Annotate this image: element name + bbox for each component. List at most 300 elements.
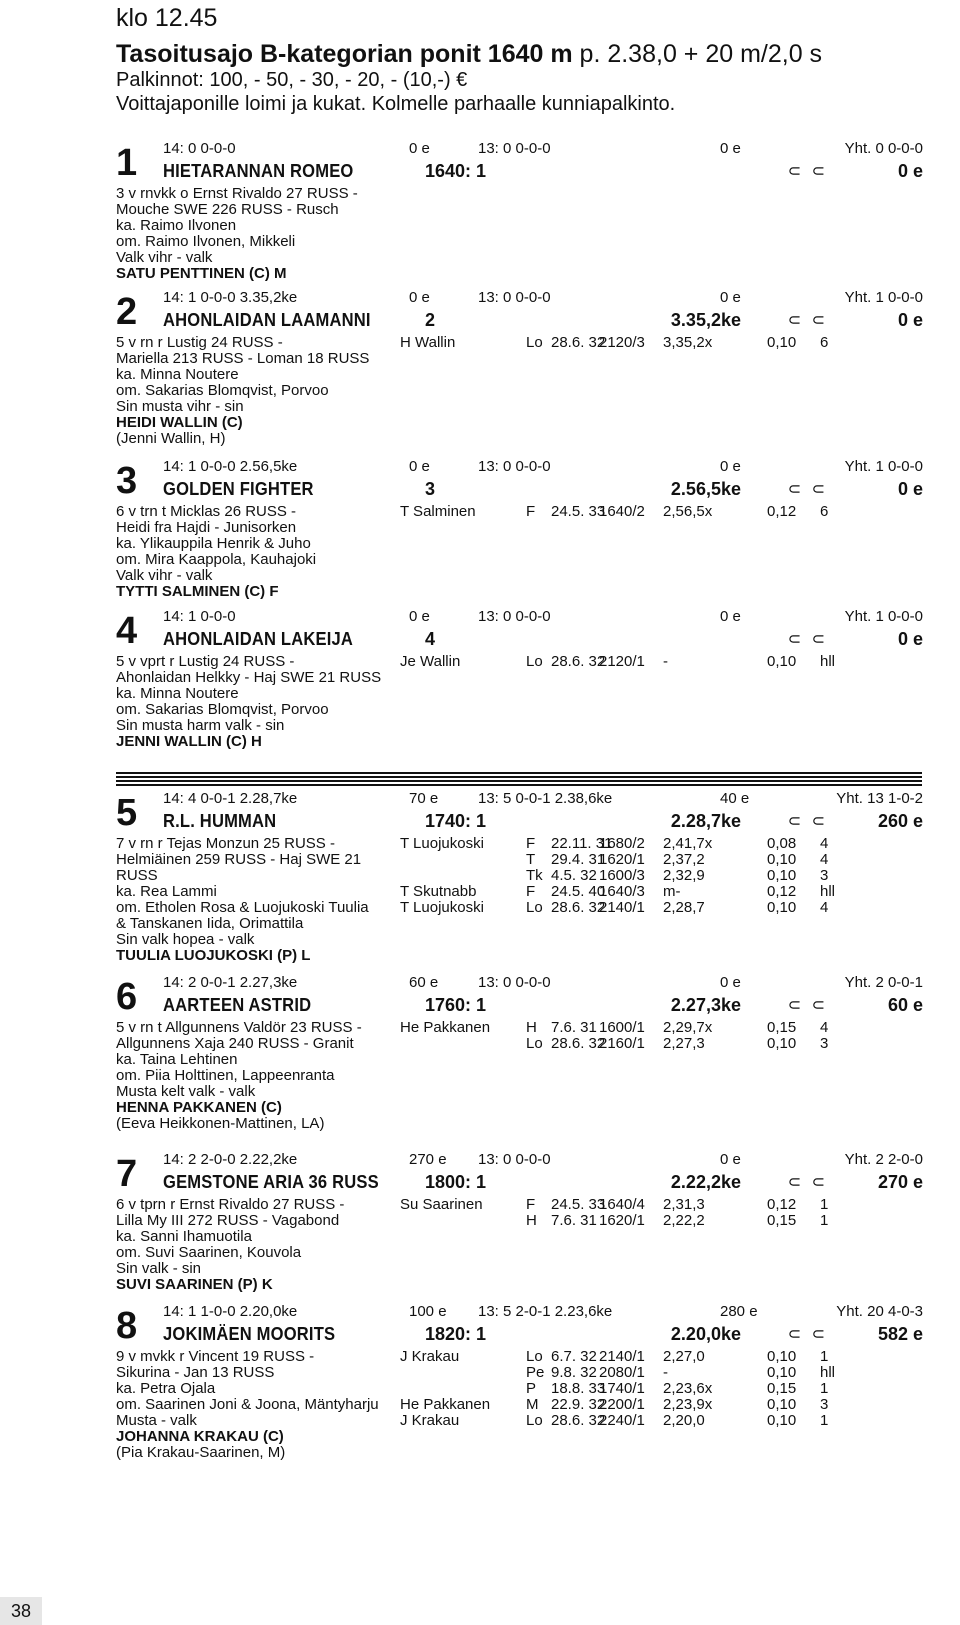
start-track: Lo <box>526 653 543 670</box>
horse-info <box>116 1197 406 1293</box>
start-row <box>400 1413 940 1429</box>
post-position: 1820: 1 <box>425 1324 487 1344</box>
driver-name: HENNA PAKKANEN (C) <box>116 1099 282 1116</box>
horse-name: GEMSTONE ARIA 36 RUSS <box>163 1172 379 1192</box>
info-line: Sin musta vihr - sin <box>116 398 244 415</box>
driver-name: HEIDI WALLIN (C) <box>116 414 243 431</box>
start-distance: 1680/2 <box>599 835 645 852</box>
start-date: 28.6. 32 <box>551 1035 606 1052</box>
start-time: 2,56,5x <box>663 503 713 520</box>
start-track: Lo <box>526 1035 543 1052</box>
start-row <box>400 1397 940 1413</box>
start-placing: 1 <box>820 1348 829 1365</box>
start-time: - <box>663 653 668 670</box>
entry-headline <box>163 628 923 650</box>
best-record: 3.35,2ke <box>670 310 741 330</box>
entry-stats <box>163 289 923 307</box>
start-date: 9.8. 32 <box>551 1364 597 1381</box>
info-line: ka. Minna Noutere <box>116 366 239 383</box>
horse-name: JOKIMÄEN MOORITS <box>163 1324 336 1344</box>
info-line: Helmiäinen 259 RUSS - Haj SWE 21 <box>116 851 362 868</box>
start-time: 2,29,7x <box>663 1019 713 1036</box>
start-driver: He Pakkanen <box>400 1396 491 1413</box>
start-time: 2,20,0 <box>663 1412 705 1429</box>
stats-total: Yht. 1 0-0-0 <box>844 289 923 306</box>
start-track: F <box>526 835 536 852</box>
entry-stats <box>163 1151 923 1169</box>
start-number: 6 <box>116 976 138 1018</box>
start-placing: 6 <box>820 503 829 520</box>
start-placing: hll <box>820 653 836 670</box>
start-distance: 2140/1 <box>599 899 645 916</box>
start-row <box>400 836 940 852</box>
start-driver: T Luojukoski <box>400 899 484 916</box>
start-date: 22.11. 31 <box>551 835 613 852</box>
driver-name: JENNI WALLIN (C) H <box>116 733 262 750</box>
start-row <box>400 654 940 670</box>
best-record: 2.20,0ke <box>670 1324 741 1344</box>
info-line: 5 v rn t Allgunnens Valdör 23 RUSS - <box>116 1019 362 1036</box>
info-line: om. Suvi Saarinen, Kouvola <box>116 1244 302 1261</box>
info-line: Allgunnens Xaja 240 RUSS - Granit <box>116 1035 354 1052</box>
start-odds: 0,10 <box>767 1396 797 1413</box>
start-placing: 1 <box>820 1380 829 1397</box>
info-line: om. Saarinen Joni & Joona, Mäntyharju <box>116 1396 379 1413</box>
post-position: 2 <box>425 310 436 330</box>
horse-name: AHONLAIDAN LAKEIJA <box>163 629 354 649</box>
info-line: Musta kelt valk - valk <box>116 1083 256 1100</box>
info-line: Ahonlaidan Helkky - Haj SWE 21 RUSS <box>116 669 382 686</box>
info-line: 7 v rn r Tejas Monzun 25 RUSS - <box>116 835 335 852</box>
driver-name: JOHANNA KRAKAU (C) <box>116 1428 284 1445</box>
stats-2014: 14: 1 0-0-0 <box>163 608 236 625</box>
horse-info <box>116 504 406 600</box>
total-money: 0 e <box>897 479 923 499</box>
start-track: Lo <box>526 899 543 916</box>
start-placing: 1 <box>820 1212 829 1229</box>
start-row <box>400 884 940 900</box>
start-number: 1 <box>116 142 138 184</box>
start-date: 24.5. 33 <box>551 1196 606 1213</box>
previous-starts <box>400 1020 940 1052</box>
start-track: H <box>526 1212 537 1229</box>
horse-info <box>116 1020 406 1132</box>
entry-headline <box>163 160 923 182</box>
race-title-conditions: p. 2.38,0 + 20 m/2,0 s <box>572 40 823 68</box>
start-odds: 0,15 <box>767 1019 797 1036</box>
money-2013: 0 e <box>720 140 741 157</box>
start-distance: 1740/1 <box>599 1380 645 1397</box>
money-2014: 270 e <box>409 1151 447 1168</box>
start-distance: 1620/1 <box>599 1212 645 1229</box>
start-row <box>400 1197 940 1213</box>
start-track: H <box>526 1019 537 1036</box>
start-row <box>400 1365 940 1381</box>
money-2014: 0 e <box>409 289 430 306</box>
start-time: 2,37,2 <box>663 851 705 868</box>
stats-total: Yht. 13 1-0-2 <box>836 790 923 807</box>
stats-total: Yht. 2 0-0-1 <box>844 974 923 991</box>
start-time: 2,27,0 <box>663 1348 705 1365</box>
start-date: 24.5. 33 <box>551 503 606 520</box>
previous-starts <box>400 1349 940 1429</box>
stats-2013: 13: 0 0-0-0 <box>478 608 551 625</box>
money-2013: 0 e <box>720 289 741 306</box>
start-driver: Su Saarinen <box>400 1196 483 1213</box>
money-2013: 0 e <box>720 974 741 991</box>
money-2013: 0 e <box>720 1151 741 1168</box>
post-position: 1760: 1 <box>425 995 487 1015</box>
start-driver: Je Wallin <box>400 653 461 670</box>
best-record: 2.27,3ke <box>670 995 741 1015</box>
start-placing: 1 <box>820 1196 829 1213</box>
stats-2013: 13: 0 0-0-0 <box>478 289 551 306</box>
start-track: Lo <box>526 1412 543 1429</box>
post-position: 1740: 1 <box>425 811 487 831</box>
stats-2014: 14: 4 0-0-1 2.28,7ke <box>163 790 298 807</box>
info-line: ka. Taina Lehtinen <box>116 1051 238 1068</box>
previous-starts <box>400 504 940 520</box>
start-track: F <box>526 883 536 900</box>
entry-stats <box>163 1303 923 1321</box>
start-odds: 0,10 <box>767 851 797 868</box>
start-distance: 1620/1 <box>599 851 645 868</box>
start-odds: 0,10 <box>767 1412 797 1429</box>
start-placing: 4 <box>820 899 829 916</box>
start-track: Lo <box>526 334 543 351</box>
start-date: 18.8. 33 <box>551 1380 606 1397</box>
start-distance: 2140/1 <box>599 1348 645 1365</box>
start-odds: 0,10 <box>767 653 797 670</box>
start-distance: 1640/3 <box>599 883 645 900</box>
start-date: 7.6. 31 <box>551 1212 597 1229</box>
start-number: 5 <box>116 792 138 834</box>
money-2014: 60 e <box>409 974 439 991</box>
previous-starts <box>400 654 940 670</box>
shoes-icon: ⊂ ⊂ <box>787 631 828 648</box>
start-row <box>400 900 940 916</box>
start-odds: 0,10 <box>767 1348 797 1365</box>
info-line: Mariella 213 RUSS - Loman 18 RUSS <box>116 350 370 367</box>
money-2014: 0 e <box>409 140 430 157</box>
money-2014: 0 e <box>409 608 430 625</box>
stats-2013: 13: 0 0-0-0 <box>478 140 551 157</box>
start-distance: 2080/1 <box>599 1364 645 1381</box>
race-title <box>116 40 822 68</box>
start-odds: 0,10 <box>767 1035 797 1052</box>
start-time: 2,32,9 <box>663 867 705 884</box>
start-track: P <box>526 1380 537 1397</box>
money-2014: 0 e <box>409 458 430 475</box>
stats-2014: 14: 1 0-0-0 3.35,2ke <box>163 289 298 306</box>
horse-name: HIETARANNAN ROMEO <box>163 161 354 181</box>
total-money: 0 e <box>897 629 923 649</box>
entry-headline <box>163 309 923 331</box>
info-line: om. Sakarias Blomqvist, Porvoo <box>116 382 329 399</box>
start-driver: T Skutnabb <box>400 883 477 900</box>
start-odds: 0,12 <box>767 883 797 900</box>
start-track: F <box>526 503 536 520</box>
info-line: Sin valk hopea - valk <box>116 931 255 948</box>
entry-headline <box>163 478 923 500</box>
stats-2013: 13: 5 0-0-1 2.38,6ke <box>478 790 613 807</box>
info-line: Sikurina - Jan 13 RUSS <box>116 1364 275 1381</box>
shoes-icon: ⊂ ⊂ <box>787 813 828 830</box>
info-line: om. Raimo Ilvonen, Mikkeli <box>116 233 296 250</box>
total-money: 0 e <box>897 310 923 330</box>
info-line: Valk vihr - valk <box>116 249 213 266</box>
post-position: 4 <box>425 629 436 649</box>
race-title-main: Tasoitusajo B-kategorian ponit 1640 m <box>116 40 573 68</box>
start-time: 3,35,2x <box>663 334 713 351</box>
money-2014: 100 e <box>409 1303 447 1320</box>
total-money: 260 e <box>877 811 923 831</box>
driver-note: (Pia Krakau-Saarinen, M) <box>116 1444 286 1461</box>
start-odds: 0,10 <box>767 1364 797 1381</box>
horse-info <box>116 836 406 964</box>
shoes-icon: ⊂ ⊂ <box>787 997 828 1014</box>
start-distance: 2160/1 <box>599 1035 645 1052</box>
info-line: Mouche SWE 226 RUSS - Rusch <box>116 201 339 218</box>
info-line: 5 v rn r Lustig 24 RUSS - <box>116 334 283 351</box>
start-date: 6.7. 32 <box>551 1348 597 1365</box>
start-driver: J Krakau <box>400 1348 460 1365</box>
start-placing: 4 <box>820 1019 829 1036</box>
start-placing: 3 <box>820 867 829 884</box>
post-position: 3 <box>425 479 436 499</box>
start-distance: 2120/1 <box>599 653 645 670</box>
horse-info <box>116 335 406 447</box>
info-line: Sin valk - sin <box>116 1260 202 1277</box>
money-2013: 40 e <box>720 790 750 807</box>
shoes-icon: ⊂ ⊂ <box>787 1326 828 1343</box>
stats-2014: 14: 2 0-0-1 2.27,3ke <box>163 974 298 991</box>
info-line: 3 v rnvkk o Ernst Rivaldo 27 RUSS - <box>116 185 358 202</box>
driver-name: TYTTI SALMINEN (C) F <box>116 583 279 600</box>
start-date: 28.6. 32 <box>551 899 606 916</box>
horse-name: AARTEEN ASTRID <box>163 995 312 1015</box>
driver-name: SATU PENTTINEN (C) M <box>116 265 287 282</box>
shoes-icon: ⊂ ⊂ <box>787 312 828 329</box>
post-position: 1800: 1 <box>425 1172 487 1192</box>
race-prizes: Palkinnot: 100, - 50, - 30, - 20, - (10,-) € <box>116 69 468 91</box>
start-number: 8 <box>116 1305 138 1347</box>
start-row <box>400 1020 940 1036</box>
stats-total: Yht. 1 0-0-0 <box>844 608 923 625</box>
start-odds: 0,15 <box>767 1380 797 1397</box>
info-line: Sin musta harm valk - sin <box>116 717 285 734</box>
start-time: 2,27,3 <box>663 1035 705 1052</box>
best-record: 2.28,7ke <box>670 811 741 831</box>
start-track: Lo <box>526 1348 543 1365</box>
driver-note: (Eeva Heikkonen-Mattinen, LA) <box>116 1115 325 1132</box>
start-date: 7.6. 31 <box>551 1019 597 1036</box>
info-line: om. Mira Kaappola, Kauhajoki <box>116 551 317 568</box>
start-number: 4 <box>116 610 138 652</box>
best-record: 2.56,5ke <box>670 479 741 499</box>
start-date: 29.4. 31 <box>551 851 606 868</box>
start-driver: He Pakkanen <box>400 1019 491 1036</box>
race-time: klo 12.45 <box>116 4 218 32</box>
info-line: Heidi fra Hajdi - Junisorken <box>116 519 297 536</box>
total-money: 60 e <box>887 995 923 1015</box>
race-awards: Voittajaponille loimi ja kukat. Kolmelle parhaalle kunniapalkinto. <box>116 93 676 115</box>
start-distance: 1600/1 <box>599 1019 645 1036</box>
info-line: ka. Minna Noutere <box>116 685 239 702</box>
shoes-icon: ⊂ ⊂ <box>787 163 828 180</box>
start-track: F <box>526 1196 536 1213</box>
entry-stats <box>163 790 923 808</box>
previous-starts <box>400 1197 940 1229</box>
start-row <box>400 1036 940 1052</box>
driver-note: (Jenni Wallin, H) <box>116 430 226 447</box>
start-time: 2,23,9x <box>663 1396 713 1413</box>
start-distance: 2240/1 <box>599 1412 645 1429</box>
start-odds: 0,08 <box>767 835 797 852</box>
start-odds: 0,15 <box>767 1212 797 1229</box>
driver-name: TUULIA LUOJUKOSKI (P) L <box>116 947 311 964</box>
start-odds: 0,12 <box>767 1196 797 1213</box>
total-money: 270 e <box>877 1172 923 1192</box>
start-placing: 3 <box>820 1396 829 1413</box>
entry-headline <box>163 994 923 1016</box>
shoes-icon: ⊂ ⊂ <box>787 1174 828 1191</box>
info-line: 6 v trn t Micklas 26 RUSS - <box>116 503 297 520</box>
start-placing: 3 <box>820 1035 829 1052</box>
driver-name: SUVI SAARINEN (P) K <box>116 1276 273 1293</box>
stats-total: Yht. 20 4-0-3 <box>836 1303 923 1320</box>
stats-total: Yht. 2 2-0-0 <box>844 1151 923 1168</box>
entry-stats <box>163 140 923 158</box>
stats-2014: 14: 1 1-0-0 2.20,0ke <box>163 1303 298 1320</box>
info-line: & Tanskanen Iida, Orimattila <box>116 915 304 932</box>
start-time: 2,31,3 <box>663 1196 705 1213</box>
start-date: 22.9. 32 <box>551 1396 606 1413</box>
money-2014: 70 e <box>409 790 439 807</box>
start-odds: 0,12 <box>767 503 797 520</box>
start-row <box>400 1213 940 1229</box>
start-time: m- <box>663 883 681 900</box>
entry-stats <box>163 608 923 626</box>
stats-2013: 13: 0 0-0-0 <box>478 1151 551 1168</box>
horse-name: AHONLAIDAN LAAMANNI <box>163 310 371 330</box>
section-separator <box>116 772 922 786</box>
start-time: 2,22,2 <box>663 1212 705 1229</box>
stats-2013: 13: 0 0-0-0 <box>478 974 551 991</box>
start-odds: 0,10 <box>767 867 797 884</box>
start-placing: 4 <box>820 851 829 868</box>
start-driver: J Krakau <box>400 1412 460 1429</box>
start-placing: 6 <box>820 334 829 351</box>
horse-info <box>116 186 406 282</box>
stats-2013: 13: 5 2-0-1 2.23,6ke <box>478 1303 613 1320</box>
total-money: 582 e <box>877 1324 923 1344</box>
info-line: ka. Sanni Ihamuotila <box>116 1228 252 1245</box>
start-date: 28.6. 32 <box>551 334 606 351</box>
start-row <box>400 335 940 351</box>
entry-stats <box>163 974 923 992</box>
previous-starts <box>400 335 940 351</box>
start-track: M <box>526 1396 539 1413</box>
start-date: 4.5. 32 <box>551 867 597 884</box>
entry-headline <box>163 810 923 832</box>
info-line: om. Piia Holttinen, Lappeenranta <box>116 1067 335 1084</box>
start-time: 2,41,7x <box>663 835 713 852</box>
page-number: 38 <box>0 1597 42 1625</box>
start-driver: T Salminen <box>400 503 476 520</box>
start-odds: 0,10 <box>767 334 797 351</box>
entry-stats <box>163 458 923 476</box>
start-distance: 1600/3 <box>599 867 645 884</box>
horse-info <box>116 1349 406 1461</box>
total-money: 0 e <box>897 161 923 181</box>
stats-2014: 14: 1 0-0-0 2.56,5ke <box>163 458 298 475</box>
horse-info <box>116 654 406 750</box>
stats-total: Yht. 0 0-0-0 <box>844 140 923 157</box>
horse-name: GOLDEN FIGHTER <box>163 479 314 499</box>
post-position: 1640: 1 <box>425 161 487 181</box>
start-row <box>400 868 940 884</box>
info-line: ka. Raimo Ilvonen <box>116 217 237 234</box>
stats-total: Yht. 1 0-0-0 <box>844 458 923 475</box>
start-track: Tk <box>526 867 543 884</box>
best-record: 2.22,2ke <box>670 1172 741 1192</box>
start-placing: 1 <box>820 1412 829 1429</box>
info-line: ka. Petra Ojala <box>116 1380 216 1397</box>
info-line: 5 v vprt r Lustig 24 RUSS - <box>116 653 295 670</box>
entry-headline <box>163 1323 923 1345</box>
start-odds: 0,10 <box>767 899 797 916</box>
start-date: 28.6. 32 <box>551 1412 606 1429</box>
info-line: Lilla My III 272 RUSS - Vagabond <box>116 1212 340 1229</box>
money-2013: 0 e <box>720 458 741 475</box>
start-placing: hll <box>820 1364 836 1381</box>
start-time: - <box>663 1364 668 1381</box>
start-number: 2 <box>116 291 138 333</box>
start-row <box>400 1381 940 1397</box>
start-number: 7 <box>116 1153 138 1195</box>
start-distance: 1640/2 <box>599 503 645 520</box>
start-row <box>400 1349 940 1365</box>
entry-headline <box>163 1171 923 1193</box>
start-row <box>400 852 940 868</box>
start-row <box>400 504 940 520</box>
info-line: ka. Rea Lammi <box>116 883 217 900</box>
start-number: 3 <box>116 460 138 502</box>
start-distance: 2120/3 <box>599 334 645 351</box>
start-placing: 4 <box>820 835 829 852</box>
start-date: 28.6. 32 <box>551 653 606 670</box>
start-date: 24.5. 40 <box>551 883 606 900</box>
start-distance: 1640/4 <box>599 1196 645 1213</box>
info-line: Valk vihr - valk <box>116 567 213 584</box>
start-placing: hll <box>820 883 836 900</box>
start-distance: 2200/1 <box>599 1396 645 1413</box>
shoes-icon: ⊂ ⊂ <box>787 481 828 498</box>
start-time: 2,23,6x <box>663 1380 713 1397</box>
stats-2014: 14: 2 2-0-0 2.22,2ke <box>163 1151 298 1168</box>
start-time: 2,28,7 <box>663 899 705 916</box>
info-line: RUSS <box>116 867 158 884</box>
start-track: T <box>526 851 536 868</box>
previous-starts <box>400 836 940 916</box>
stats-2014: 14: 0 0-0-0 <box>163 140 236 157</box>
money-2013: 0 e <box>720 608 741 625</box>
start-driver: H Wallin <box>400 334 456 351</box>
info-line: ka. Ylikauppila Henrik & Juho <box>116 535 311 552</box>
stats-2013: 13: 0 0-0-0 <box>478 458 551 475</box>
info-line: om. Sakarias Blomqvist, Porvoo <box>116 701 329 718</box>
